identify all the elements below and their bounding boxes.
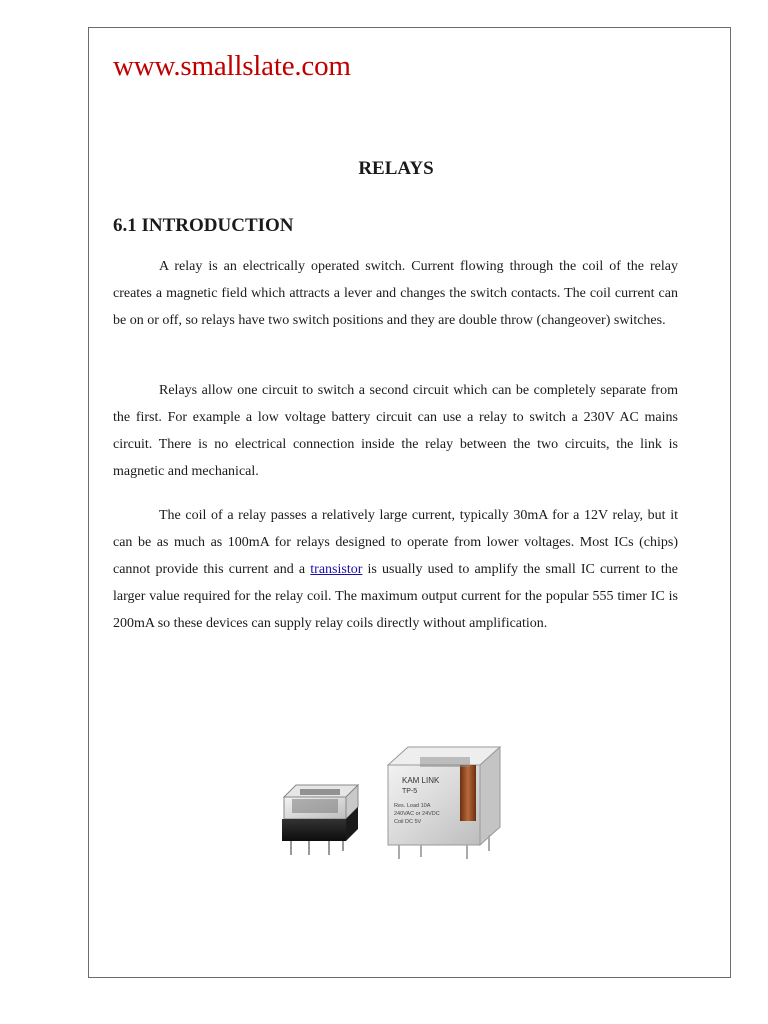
relay-photo — [270, 735, 510, 870]
paragraph-2: Relays allow one circuit to switch a second circuit which can be completely separate from the first. For example a low voltage battery circuit can use a relay to switch a 230V AC mains circuit. There is no electrical connection inside the relay between the two circuits, the link is magnetic and mechanical. — [113, 383, 678, 479]
relay-spec-line-1: Res. Load 10A — [394, 803, 431, 809]
relay-spec-line-3: Coil DC 5V — [394, 819, 422, 825]
paragraph-3 — [113, 502, 678, 637]
small-relay — [282, 785, 358, 855]
site-url-header: www.smallslate.com — [113, 50, 351, 82]
paragraph-1: A relay is an electrically operated switch. Current flowing through the coil of the relay creates a magnetic field which attracts a lever and changes the switch contacts. The coil current can be on or off, so relays have two switch positions and they are double throw (changeover) switches. — [113, 259, 678, 328]
relay-model-label: TP-5 — [402, 788, 418, 795]
transistor-link[interactable]: transistor — [310, 562, 363, 577]
document-title: RELAYS — [358, 158, 434, 179]
relay-spec-line-2: 240VAC or 24VDC — [394, 811, 440, 817]
relay-brand-label: KAM LINK — [402, 776, 440, 785]
paragraph-3-text-after: is usually used to amplify the small IC current to the larger value required for the relay coil. The maximum output current for the popular 555 timer IC is 200mA so these devices can supply relay coils directly without amplification. — [113, 562, 678, 631]
paragraph-3-text-before: The coil of a relay passes a relatively large current, typically 30mA for a 12V relay, but it can be as much as 100mA for relays designed to operate from lower voltages. Most ICs (chips) cannot provide this current and a — [113, 508, 678, 577]
large-relay — [388, 747, 500, 859]
section-heading: 6.1 INTRODUCTION — [113, 215, 294, 236]
